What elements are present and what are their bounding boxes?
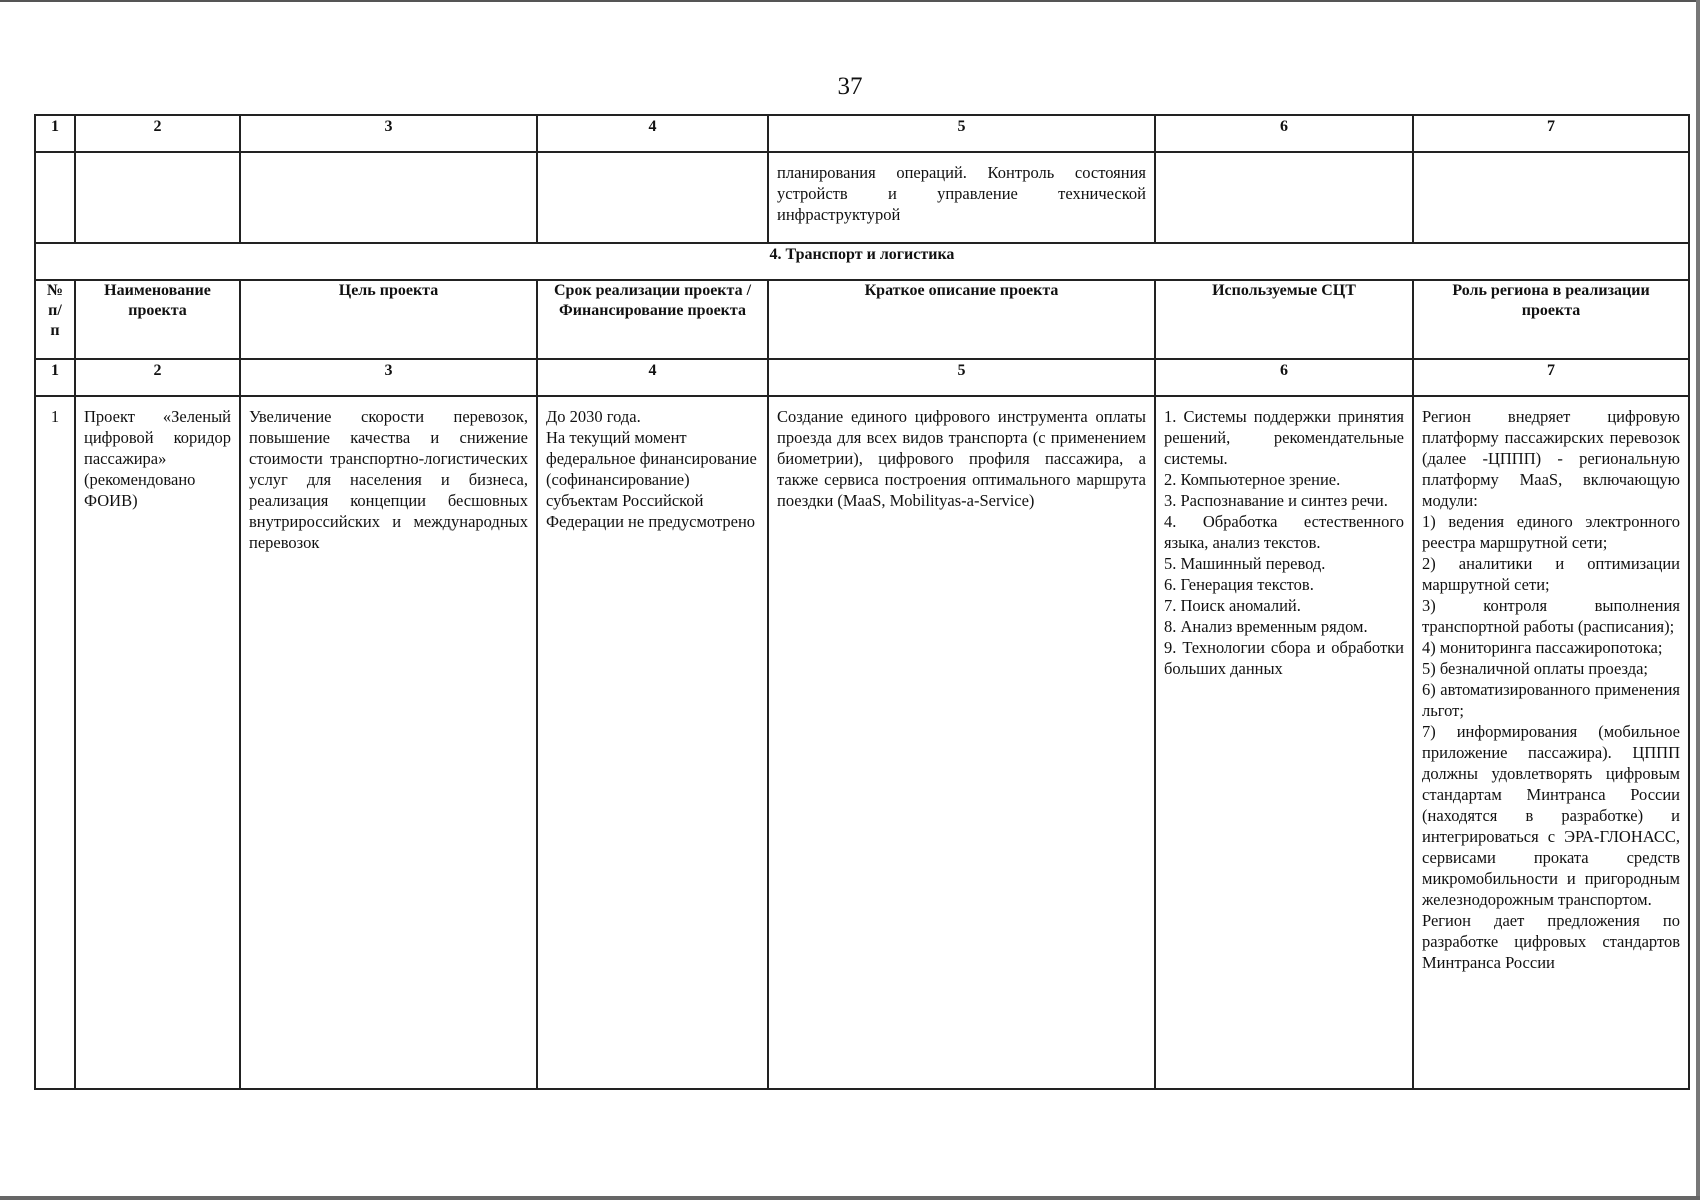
header-name: Наименование проекта — [75, 280, 240, 359]
scan-edge-top — [0, 0, 1700, 2]
column-index: 6 — [1155, 359, 1413, 396]
header-term: Срок реализации проекта / Финансирование проекта — [537, 280, 768, 359]
column-index: 7 — [1413, 115, 1689, 152]
project-term-date: До 2030 года. — [546, 407, 641, 426]
column-index: 4 — [537, 115, 768, 152]
technology-item: 5. Машинный перевод. — [1164, 554, 1326, 573]
technology-item: 3. Распознавание и синтез речи. — [1164, 491, 1388, 510]
role-paragraph: Регион внедряет цифровую платформу пассажирских перевозок (далее -ЦППП) - региональную платформу MaaS, включающую модули: — [1422, 407, 1680, 510]
empty-cell — [1413, 152, 1689, 243]
column-index: 6 — [1155, 115, 1413, 152]
empty-cell — [35, 152, 75, 243]
project-term — [537, 396, 768, 1089]
column-index-row — [35, 359, 1689, 396]
column-index: 5 — [768, 359, 1155, 396]
technology-item: 7. Поиск аномалий. — [1164, 596, 1301, 615]
column-index: 1 — [35, 359, 75, 396]
header-goal: Цель проекта — [240, 280, 537, 359]
header-row — [35, 280, 1689, 359]
role-item: 2) аналитики и оптимизации маршрутной сети; — [1422, 554, 1680, 594]
project-number: 1 — [35, 396, 75, 1089]
project-role — [1413, 396, 1689, 1089]
continuation-description: планирования операций. Контроль состояния устройств и управление технической инфраструктурой — [768, 152, 1155, 243]
technology-item: 4. Обработка естественного языка, анализ текстов. — [1164, 512, 1404, 552]
column-index: 1 — [35, 115, 75, 152]
empty-cell — [240, 152, 537, 243]
technology-item: 9. Технологии сбора и обработки больших данных — [1164, 638, 1404, 678]
project-goal: Увеличение скорости перевозок, повышение качества и снижение стоимости транспортно-логистических услуг для населения и бизнеса, реализация концепции бесшовных внутрироссийских и международных перевозок — [240, 396, 537, 1089]
column-index: 2 — [75, 115, 240, 152]
projects-table — [34, 114, 1690, 1090]
column-index: 7 — [1413, 359, 1689, 396]
role-paragraph: Регион дает предложения по разработке цифровых стандартов Минтранса России — [1422, 911, 1680, 972]
role-item: 6) автоматизированного применения льгот; — [1422, 680, 1680, 720]
empty-cell — [537, 152, 768, 243]
header-technologies: Используемые СЦТ — [1155, 280, 1413, 359]
column-index: 4 — [537, 359, 768, 396]
section-title: 4. Транспорт и логистика — [35, 243, 1689, 280]
project-name: Проект «Зеленый цифровой коридор пассажира» (рекомендовано ФОИВ) — [75, 396, 240, 1089]
column-index: 3 — [240, 115, 537, 152]
role-item: 5) безналичной оплаты проезда; — [1422, 659, 1648, 678]
empty-cell — [1155, 152, 1413, 243]
role-item: 3) контроля выполнения транспортной работы (расписания); — [1422, 596, 1680, 636]
scan-edge-bottom — [0, 1196, 1700, 1200]
project-description: Создание единого цифрового инструмента оплаты проезда для всех видов транспорта (с применением биометрии), цифрового профиля пассажира, а также сервиса построения оптимального маршрута поездки (MaaS, Mobilityas-a-Service) — [768, 396, 1155, 1089]
column-index-row-top — [35, 115, 1689, 152]
technology-item: 8. Анализ временным рядом. — [1164, 617, 1368, 636]
column-index: 5 — [768, 115, 1155, 152]
role-item: 4) мониторинга пассажиропотока; — [1422, 638, 1663, 657]
header-description: Краткое описание проекта — [768, 280, 1155, 359]
header-role: Роль региона в реализации проекта — [1413, 280, 1689, 359]
column-index: 3 — [240, 359, 537, 396]
section-row — [35, 243, 1689, 280]
technology-item: 2. Компьютерное зрение. — [1164, 470, 1341, 489]
scan-edge-right — [1696, 0, 1700, 1200]
role-item: 7) информирования (мобильное приложение пассажира). ЦППП должны удовлетворять цифровым стандартам Минтранса России (находятся в разработке) и интегрироваться с ЭРА-ГЛОНАСС, сервисами проката средств микромобильности и пригородным железнодорожным транспортом. — [1422, 722, 1680, 909]
column-index: 2 — [75, 359, 240, 396]
empty-cell — [75, 152, 240, 243]
header-num: № п/п — [35, 280, 75, 359]
project-technologies — [1155, 396, 1413, 1089]
role-item: 1) ведения единого электронного реестра маршрутной сети; — [1422, 512, 1680, 552]
project-term-financing: На текущий момент федеральное финансирование (софинансирование) субъектам Российской Федерации не предусмотрено — [546, 428, 757, 531]
technology-item: 1. Системы поддержки принятия решений, рекомендательные системы. — [1164, 407, 1404, 468]
continuation-row — [35, 152, 1689, 243]
page-number: 37 — [837, 73, 863, 100]
project-row — [35, 396, 1689, 1089]
technology-item: 6. Генерация текстов. — [1164, 575, 1314, 594]
